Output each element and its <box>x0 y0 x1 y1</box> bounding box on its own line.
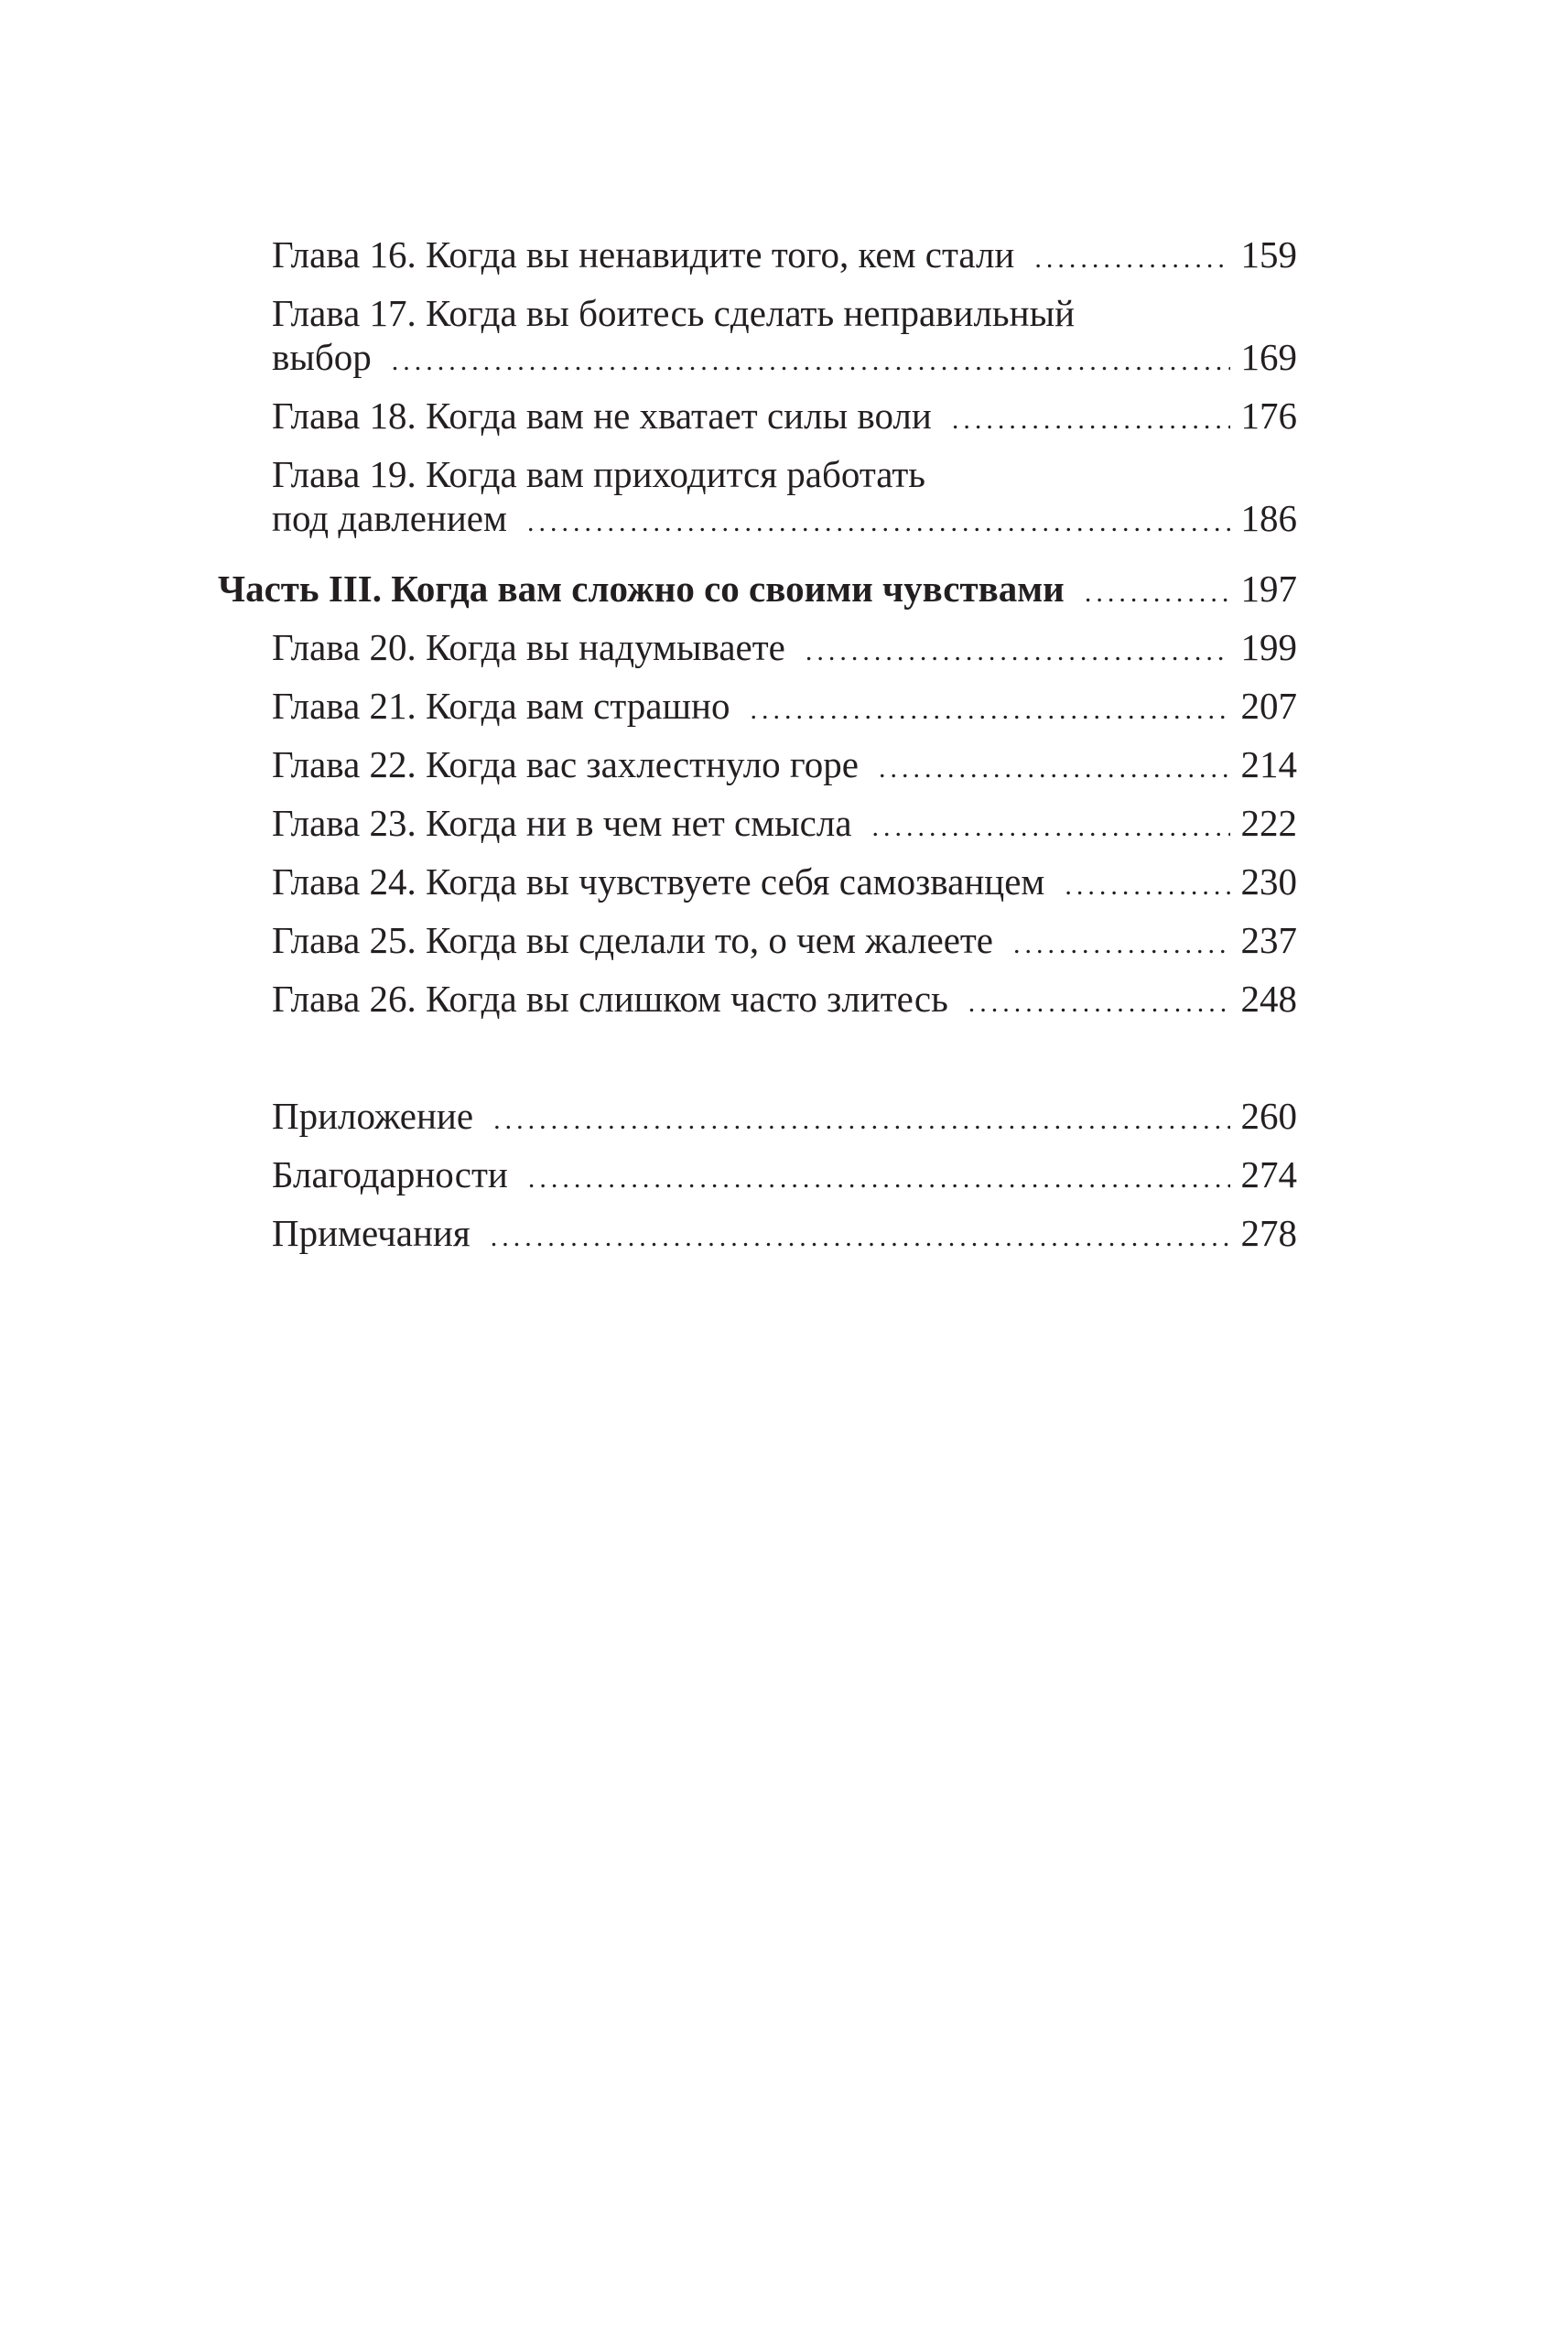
dot-leader <box>392 340 1230 384</box>
dot-leader <box>1085 571 1230 615</box>
dot-leader <box>952 398 1230 442</box>
toc-entry-chapter-25 <box>272 918 1297 962</box>
toc-entry-page: 278 <box>1240 1212 1297 1254</box>
toc-entry-chapter-22 <box>272 742 1297 786</box>
toc-entry-page: 237 <box>1240 919 1297 961</box>
toc-entry-page: 260 <box>1240 1095 1297 1137</box>
toc-entry-title: Глава 26. Когда вы слишком часто злитесь <box>272 978 948 1020</box>
toc-entry-page: 199 <box>1240 626 1297 668</box>
toc-entry-title: Благодарности <box>272 1153 508 1195</box>
toc-entry-title: Глава 20. Когда вы надумываете <box>272 626 785 668</box>
toc-entry-title: под давлением <box>272 497 507 539</box>
toc-entry-title: Глава 24. Когда вы чувствуете себя самозванцем <box>272 860 1045 903</box>
toc-entry-title: Глава 22. Когда вас захлестнуло горе <box>272 743 859 785</box>
toc-entry-title-line1: Глава 19. Когда вам приходится работать <box>272 453 925 495</box>
toc-entry-chapter-20 <box>272 625 1297 669</box>
toc-entry-page: 230 <box>1240 860 1297 903</box>
dot-leader <box>968 981 1230 1025</box>
toc-entry-chapter-26 <box>272 977 1297 1021</box>
toc-part-title: Часть III. Когда вам сложно со своими чувствами <box>218 568 1065 610</box>
dot-leader <box>491 1216 1230 1260</box>
toc-entry-page: 207 <box>1240 685 1297 727</box>
dot-leader <box>750 688 1229 732</box>
dot-leader <box>1013 923 1229 967</box>
toc-entry-title: Глава 16. Когда вы ненавидите того, кем стали <box>272 233 1015 276</box>
dot-leader <box>806 630 1230 674</box>
dot-leader <box>1065 864 1229 908</box>
toc-entry-title: выбор <box>272 336 372 378</box>
toc-entry-acknowledgements <box>272 1152 1297 1196</box>
toc-entry-chapter-17 <box>272 291 1297 379</box>
toc-entry-page: 169 <box>1240 336 1297 378</box>
toc-entry-title: Глава 21. Когда вам страшно <box>272 685 730 727</box>
toc-entry-appendix <box>272 1094 1297 1138</box>
toc-entry-chapter-18 <box>272 394 1297 438</box>
dot-leader <box>528 1157 1230 1201</box>
toc-entry-title: Глава 25. Когда вы сделали то, о чем жалеете <box>272 919 994 961</box>
toc-entry-page: 176 <box>1240 395 1297 437</box>
toc-entry-part-3 <box>218 567 1297 611</box>
toc-entry-page: 186 <box>1240 497 1297 539</box>
toc-entry-chapter-21 <box>272 684 1297 728</box>
toc-entry-title: Глава 23. Когда ни в чем нет смысла <box>272 802 852 844</box>
toc-entry-page: 197 <box>1240 568 1297 610</box>
toc-entry-notes <box>272 1211 1297 1255</box>
toc-entry-chapter-23 <box>272 801 1297 845</box>
dot-leader <box>879 747 1230 791</box>
dot-leader <box>872 806 1230 849</box>
toc-entry-title-line1: Глава 17. Когда вы боитесь сделать неправильный <box>272 292 1076 334</box>
toc-entry-chapter-24 <box>272 860 1297 903</box>
toc-entry-page: 274 <box>1240 1153 1297 1195</box>
toc-entry-page: 248 <box>1240 978 1297 1020</box>
toc-entry-chapter-16 <box>272 233 1297 276</box>
dot-leader <box>493 1098 1229 1142</box>
toc-entry-title: Приложение <box>272 1095 474 1137</box>
toc-entry-page: 214 <box>1240 743 1297 785</box>
toc-entry-title: Примечания <box>272 1212 470 1254</box>
toc-entry-title: Глава 18. Когда вам не хватает силы воли <box>272 395 932 437</box>
toc-entry-chapter-19 <box>272 452 1297 540</box>
toc-entry-page: 222 <box>1240 802 1297 844</box>
dot-leader <box>527 501 1230 545</box>
dot-leader <box>1034 237 1229 281</box>
toc-entry-page: 159 <box>1240 233 1297 276</box>
